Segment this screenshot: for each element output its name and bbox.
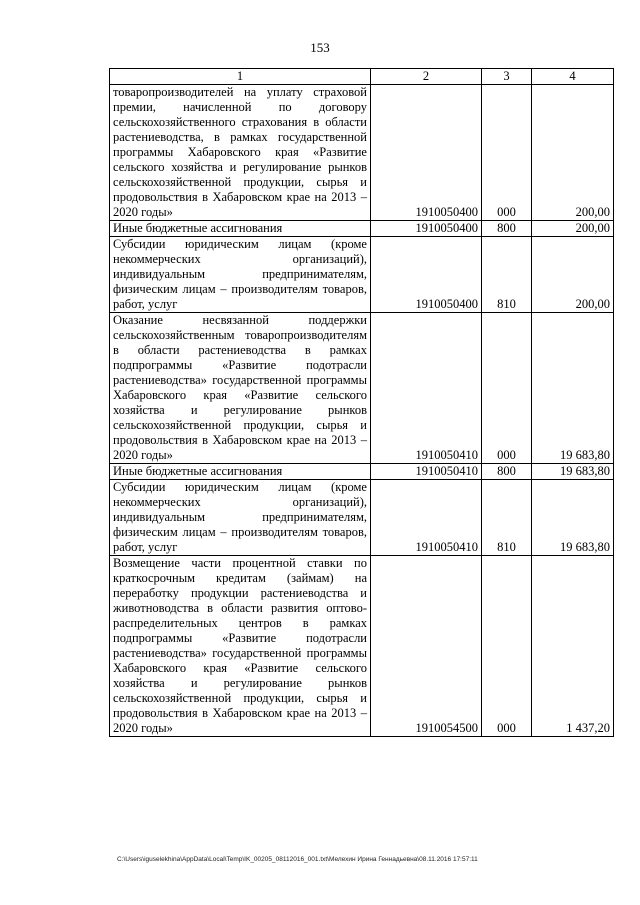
row-name: Иные бюджетные ассигнования [110,464,371,480]
row-type: 810 [482,480,532,556]
table-row [110,556,614,737]
row-amount: 200,00 [532,237,614,313]
row-amount: 19 683,80 [532,480,614,556]
row-type: 000 [482,313,532,464]
table-row [110,313,614,464]
table-row [110,221,614,237]
row-code: 1910054500 [371,556,482,737]
budget-table [109,68,614,737]
row-amount: 19 683,80 [532,464,614,480]
table-row [110,237,614,313]
row-amount: 200,00 [532,221,614,237]
row-code: 1910050400 [371,221,482,237]
row-code: 1910050400 [371,85,482,221]
row-amount: 1 437,20 [532,556,614,737]
row-name: Субсидии юридическим лицам (кроме некоммерческих организаций), индивидуальным предпринимателям, физическим лицам – производителям товаров, работ, услуг [110,480,371,556]
row-name: Иные бюджетные ассигнования [110,221,371,237]
page-number: 153 [310,40,330,55]
row-code: 1910050400 [371,237,482,313]
row-code: 1910050410 [371,480,482,556]
table-header-row [110,69,614,85]
column-header: 3 [482,69,532,85]
row-code: 1910050410 [371,313,482,464]
row-type: 800 [482,464,532,480]
row-name: Субсидии юридическим лицам (кроме некоммерческих организаций), индивидуальным предпринимателям, физическим лицам – производителям товаров, работ, услуг [110,237,371,313]
table-row [110,85,614,221]
row-amount: 200,00 [532,85,614,221]
row-name: Возмещение части процентной ставки по краткосрочным кредитам (займам) на переработку продукции растениеводства и животноводства в области развития оптово-распределительных центров в рамках подпрограммы «Развитие подотрасли растениеводства» государственной программы Хабаровского края «Развитие сельского хозяйства и регулирование рынков сельскохозяйственной продукции, сырья и продовольствия в Хабаровском крае на 2013 – 2020 годы» [110,556,371,737]
footer-file-path: C:\Users\iguselekhina\AppData\Local\Temp\IK_00205_08112016_001.txt\Мелехин Ирина Геннадьевна\08.11.2016 17:57:11 [117,856,478,863]
row-type: 800 [482,221,532,237]
row-type: 000 [482,85,532,221]
column-header: 2 [371,69,482,85]
row-name: товаропроизводителей на уплату страховой премии, начисленной по договору сельскохозяйственного страхования в области растениеводства, в рамках государственной программы Хабаровского края «Развитие сельского хозяйства и регулирование рынков сельскохозяйственной продукции, сырья и продовольствия в Хабаровском крае на 2013 – 2020 годы» [110,85,371,221]
row-type: 000 [482,556,532,737]
column-header: 1 [110,69,371,85]
row-type: 810 [482,237,532,313]
row-amount: 19 683,80 [532,313,614,464]
row-code: 1910050410 [371,464,482,480]
row-name: Оказание несвязанной поддержки сельскохозяйственным товаропроизводителям в области растениеводства в рамках подпрограммы «Развитие подотрасли растениеводства» государственной программы Хабаровского края «Развитие сельского хозяйства и регулирование рынков сельскохозяйственной продукции, сырья и продовольствия в Хабаровском крае на 2013 – 2020 годы» [110,313,371,464]
table-row [110,464,614,480]
table-row [110,480,614,556]
column-header: 4 [532,69,614,85]
